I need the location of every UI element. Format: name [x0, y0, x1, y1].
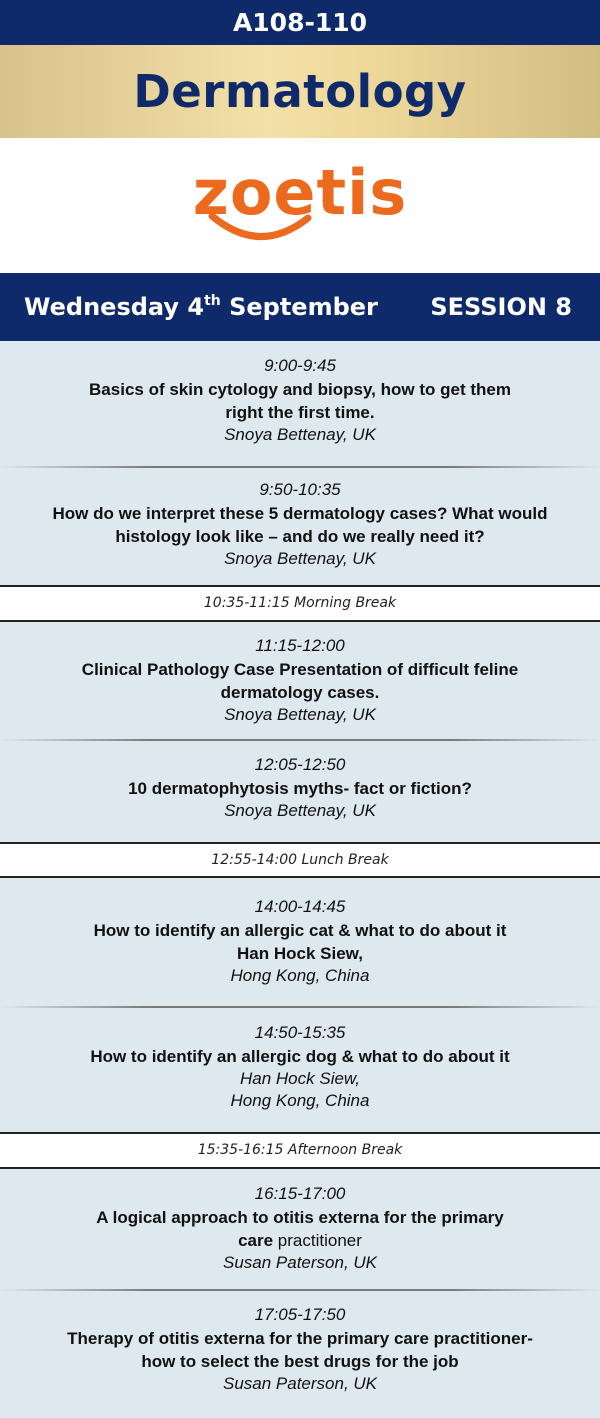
talk-4 — [0, 754, 600, 822]
zoetis-logo — [190, 156, 410, 246]
talk-title: Therapy of otitis externa for the primary care practitioner- — [67, 1329, 533, 1348]
talk-speaker: Snoya Bettenay, UK — [224, 549, 376, 568]
talk-title: How to identify an allergic dog & what to do about it — [90, 1047, 510, 1066]
talk-title: 10 dermatophytosis myths- fact or fiction? — [128, 779, 472, 798]
talk-divider — [0, 466, 600, 468]
talk-5 — [0, 896, 600, 987]
talk-divider — [0, 1006, 600, 1008]
talk-8 — [0, 1304, 600, 1395]
talk-time: 14:50-15:35 — [254, 1023, 346, 1042]
talk-speaker: Snoya Bettenay, UK — [224, 705, 376, 724]
talk-3 — [0, 635, 600, 726]
talk-time: 14:00-14:45 — [254, 897, 346, 916]
room-number: A108-110 — [0, 0, 600, 45]
talk-1 — [0, 355, 600, 446]
talk-speaker-name: Han Hock Siew, — [237, 944, 363, 963]
logo-wordmark: zoetis — [192, 156, 408, 229]
talk-title: Clinical Pathology Case Presentation of difficult feline dermatology cases. — [81, 660, 519, 702]
talk-speaker-name: Han Hock Siew, — [240, 1069, 360, 1088]
sponsor-logo-area — [0, 138, 600, 273]
break-row: 12:55-14:00 Lunch Break — [0, 842, 600, 878]
break-row: 10:35-11:15 Morning Break — [0, 585, 600, 622]
talk-title: A logical approach to otitis externa for the primary — [96, 1208, 504, 1227]
talk-speaker: Susan Paterson, UK — [222, 1374, 378, 1393]
talk-divider — [0, 1289, 600, 1291]
talk-title: How do we interpret these 5 dermatology cases? What would histology look like – and do we really need it? — [52, 504, 548, 546]
talk-speaker-location: Hong Kong, China — [230, 1091, 370, 1110]
talk-speaker: Snoya Bettenay, UK — [224, 801, 376, 820]
talk-title-line2: how to select the best drugs for the job — [141, 1352, 459, 1371]
topic-title: Dermatology — [0, 45, 600, 138]
break-row: 15:35-16:15 Afternoon Break — [0, 1132, 600, 1169]
talk-title: How to identify an allergic cat & what to do about it — [93, 921, 507, 940]
talk-7 — [0, 1183, 600, 1274]
talk-time: 11:15-12:00 — [255, 636, 345, 655]
talk-time: 16:15-17:00 — [254, 1184, 346, 1203]
talk-title-line2: care practitioner — [238, 1231, 362, 1250]
session-label: SESSION 8 — [430, 293, 572, 321]
talk-speaker-location: Hong Kong, China — [230, 966, 370, 985]
talk-time: 9:00-9:45 — [264, 356, 336, 375]
talk-speaker: Susan Paterson, UK — [222, 1253, 378, 1272]
talk-time: 9:50-10:35 — [259, 480, 341, 499]
talk-divider — [0, 739, 600, 741]
talk-title: Basics of skin cytology and biopsy, how to get them right the first time. — [89, 380, 511, 422]
day-header — [0, 273, 600, 341]
talk-time: 17:05-17:50 — [254, 1305, 346, 1324]
day-date: Wednesday 4th September — [24, 293, 378, 321]
talk-2 — [0, 479, 600, 570]
talk-6 — [0, 1022, 600, 1112]
talk-time: 12:05-12:50 — [254, 755, 346, 774]
talk-speaker: Snoya Bettenay, UK — [224, 425, 376, 444]
